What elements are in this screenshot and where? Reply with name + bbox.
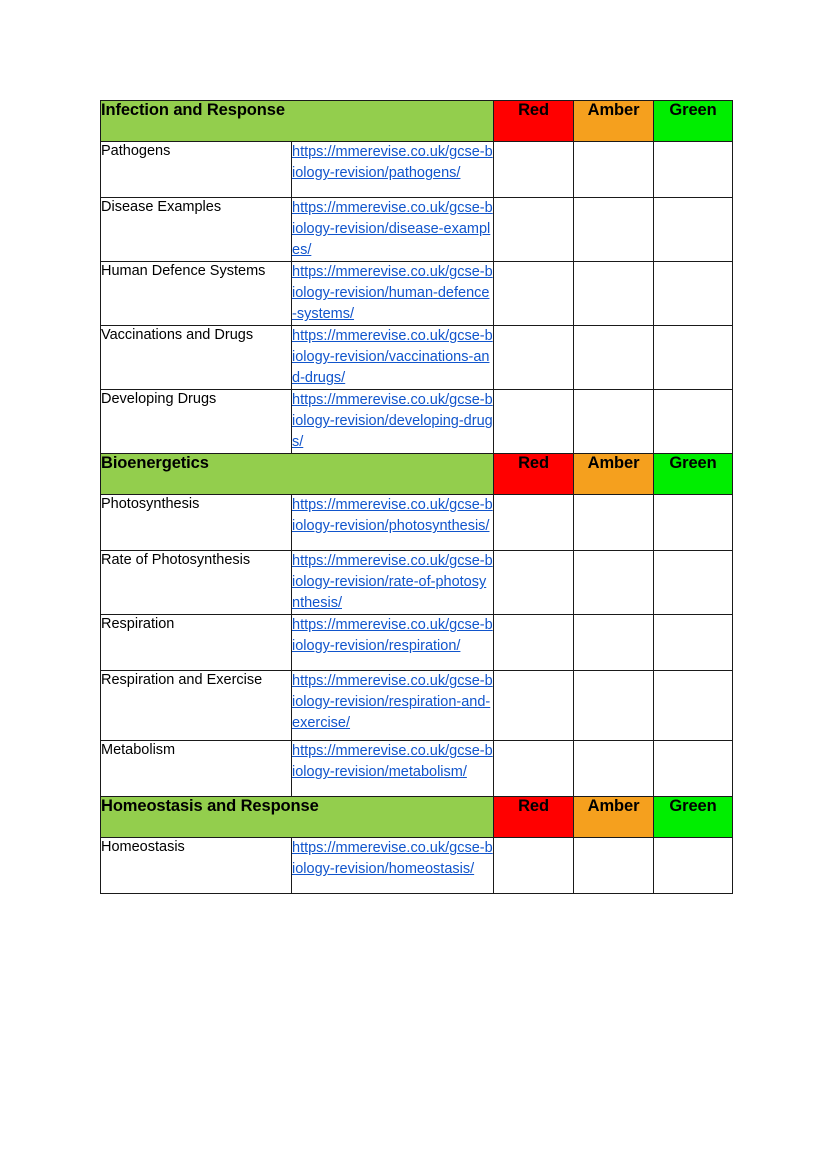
- mark-cell-green[interactable]: [654, 326, 733, 390]
- mark-cell-green[interactable]: [654, 142, 733, 198]
- topic-cell: [101, 741, 292, 797]
- table-row: [101, 741, 733, 797]
- mark-cell-red[interactable]: [494, 198, 574, 262]
- section-title: Bioenergetics: [101, 454, 209, 473]
- section-header-row: [101, 454, 733, 495]
- rag-label-amber: Amber: [587, 454, 640, 473]
- topic-label: Human Defence Systems: [101, 263, 266, 280]
- topic-label: Pathogens: [101, 143, 171, 159]
- mark-cell-red[interactable]: [494, 142, 574, 198]
- table-row: [101, 390, 733, 454]
- section-title: Homeostasis and Response: [101, 797, 319, 816]
- mark-cell-amber[interactable]: [574, 142, 654, 198]
- mark-cell-green[interactable]: [654, 671, 733, 741]
- topic-link[interactable]: https://mmerevise.co.uk/gcse-biology-revision/human-defence-systems/: [292, 264, 493, 323]
- topic-link[interactable]: https://mmerevise.co.uk/gcse-biology-revision/homeostasis/: [292, 840, 493, 878]
- rag-label-green: Green: [669, 454, 717, 473]
- section-title-cell: [101, 454, 494, 495]
- table-row: [101, 495, 733, 551]
- section-header-row: [101, 797, 733, 838]
- link-cell[interactable]: [292, 741, 494, 797]
- link-cell[interactable]: [292, 615, 494, 671]
- mark-cell-amber[interactable]: [574, 671, 654, 741]
- rag-label-red: Red: [518, 101, 549, 119]
- mark-cell-red[interactable]: [494, 741, 574, 797]
- rag-header-red: [494, 454, 574, 495]
- rag-label-amber: Amber: [587, 797, 640, 816]
- topic-cell: [101, 326, 292, 390]
- rag-label-green: Green: [669, 101, 717, 119]
- topic-cell: [101, 142, 292, 198]
- mark-cell-amber[interactable]: [574, 741, 654, 797]
- topic-cell: [101, 198, 292, 262]
- topic-label: Homeostasis: [101, 839, 185, 856]
- table-row: [101, 142, 733, 198]
- mark-cell-green[interactable]: [654, 838, 733, 894]
- topic-cell: [101, 390, 292, 454]
- topic-link[interactable]: https://mmerevise.co.uk/gcse-biology-revision/developing-drugs/: [292, 392, 493, 451]
- table-row: [101, 326, 733, 390]
- mark-cell-amber[interactable]: [574, 495, 654, 551]
- mark-cell-red[interactable]: [494, 838, 574, 894]
- table-row: [101, 615, 733, 671]
- link-cell[interactable]: [292, 326, 494, 390]
- topic-link[interactable]: https://mmerevise.co.uk/gcse-biology-revision/respiration-and-exercise/: [292, 673, 493, 732]
- mark-cell-red[interactable]: [494, 551, 574, 615]
- section-title: Infection and Response: [101, 101, 285, 119]
- section-header-row: [101, 101, 733, 142]
- rag-label-red: Red: [518, 454, 549, 473]
- topic-cell: [101, 495, 292, 551]
- topic-label: Developing Drugs: [101, 391, 217, 408]
- rag-header-green: [654, 797, 733, 838]
- mark-cell-red[interactable]: [494, 615, 574, 671]
- mark-cell-green[interactable]: [654, 741, 733, 797]
- topic-cell: [101, 615, 292, 671]
- topic-label: Vaccinations and Drugs: [101, 327, 254, 344]
- mark-cell-red[interactable]: [494, 326, 574, 390]
- topic-link[interactable]: https://mmerevise.co.uk/gcse-biology-revision/photosynthesis/: [292, 497, 493, 535]
- table-row: [101, 838, 733, 894]
- topic-label: Respiration: [101, 616, 175, 633]
- topic-label: Photosynthesis: [101, 496, 200, 513]
- topic-cell: [101, 262, 292, 326]
- mark-cell-red[interactable]: [494, 390, 574, 454]
- topic-cell: [101, 838, 292, 894]
- topic-link[interactable]: https://mmerevise.co.uk/gcse-biology-revision/rate-of-photosynthesis/: [292, 553, 493, 612]
- rag-header-amber: [574, 101, 654, 142]
- topic-link[interactable]: https://mmerevise.co.uk/gcse-biology-revision/disease-examples/: [292, 200, 493, 259]
- topic-label: Rate of Photosynthesis: [101, 552, 251, 569]
- mark-cell-green[interactable]: [654, 615, 733, 671]
- mark-cell-amber[interactable]: [574, 326, 654, 390]
- topic-link[interactable]: https://mmerevise.co.uk/gcse-biology-revision/respiration/: [292, 617, 493, 655]
- link-cell[interactable]: [292, 495, 494, 551]
- mark-cell-red[interactable]: [494, 495, 574, 551]
- rag-label-amber: Amber: [587, 101, 640, 119]
- rag-header-red: [494, 797, 574, 838]
- mark-cell-amber[interactable]: [574, 551, 654, 615]
- link-cell[interactable]: [292, 838, 494, 894]
- mark-cell-green[interactable]: [654, 262, 733, 326]
- mark-cell-amber[interactable]: [574, 390, 654, 454]
- mark-cell-red[interactable]: [494, 671, 574, 741]
- topic-link[interactable]: https://mmerevise.co.uk/gcse-biology-revision/pathogens/: [292, 144, 493, 182]
- table-row: [101, 671, 733, 741]
- rag-header-amber: [574, 797, 654, 838]
- topic-link[interactable]: https://mmerevise.co.uk/gcse-biology-revision/metabolism/: [292, 743, 493, 781]
- topic-cell: [101, 671, 292, 741]
- rag-label-green: Green: [669, 797, 717, 816]
- topic-cell: [101, 551, 292, 615]
- table-row: [101, 551, 733, 615]
- section-title-cell: [101, 101, 494, 142]
- checklist-body: [101, 101, 733, 894]
- topic-label: Respiration and Exercise: [101, 672, 263, 689]
- rag-header-green: [654, 101, 733, 142]
- section-title-cell: [101, 797, 494, 838]
- table-row: [101, 262, 733, 326]
- link-cell[interactable]: [292, 142, 494, 198]
- mark-cell-green[interactable]: [654, 198, 733, 262]
- table-row: [101, 198, 733, 262]
- topic-label: Disease Examples: [101, 199, 222, 215]
- mark-cell-green[interactable]: [654, 495, 733, 551]
- mark-cell-red[interactable]: [494, 262, 574, 326]
- rag-header-green: [654, 454, 733, 495]
- link-cell[interactable]: [292, 198, 494, 262]
- link-cell[interactable]: [292, 551, 494, 615]
- rag-header-red: [494, 101, 574, 142]
- link-cell[interactable]: [292, 671, 494, 741]
- rag-label-red: Red: [518, 797, 549, 816]
- mark-cell-green[interactable]: [654, 390, 733, 454]
- mark-cell-amber[interactable]: [574, 615, 654, 671]
- link-cell[interactable]: [292, 262, 494, 326]
- topic-link[interactable]: https://mmerevise.co.uk/gcse-biology-revision/vaccinations-and-drugs/: [292, 328, 493, 387]
- rag-header-amber: [574, 454, 654, 495]
- mark-cell-amber[interactable]: [574, 198, 654, 262]
- mark-cell-green[interactable]: [654, 551, 733, 615]
- mark-cell-amber[interactable]: [574, 838, 654, 894]
- topic-label: Metabolism: [101, 742, 176, 759]
- mark-cell-amber[interactable]: [574, 262, 654, 326]
- revision-checklist-table: [100, 100, 733, 894]
- link-cell[interactable]: [292, 390, 494, 454]
